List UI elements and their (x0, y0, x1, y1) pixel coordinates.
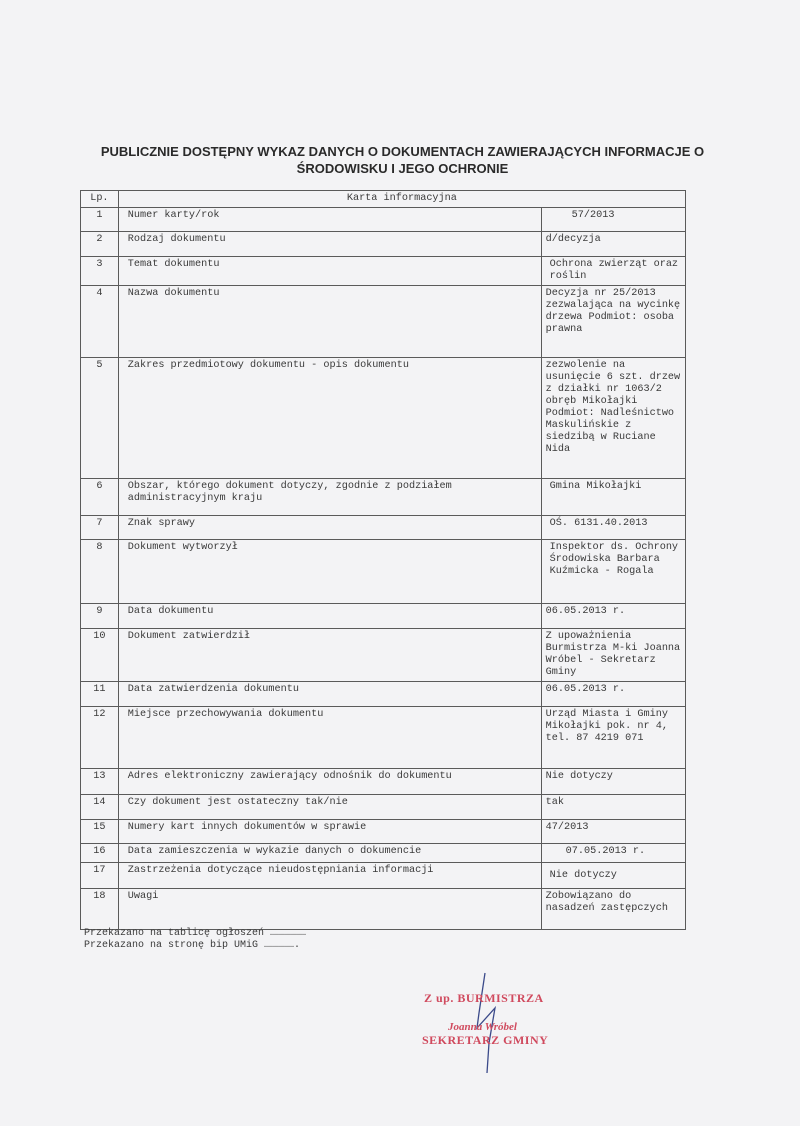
stamp-line-1: Z up. BURMISTRZA (424, 991, 544, 1005)
row-label: Dokument wytworzył (118, 540, 541, 604)
official-stamp (418, 988, 578, 1048)
notice-board-note: Przekazano na tablicę ogłoszeń ……………… (84, 928, 307, 939)
table-row (81, 682, 686, 707)
row-number: 12 (81, 707, 119, 769)
row-value: 47/2013 (541, 820, 685, 844)
row-value: Decyzja nr 25/2013 zezwalająca na wycinkę drzewa Podmiot: osoba prawna (541, 286, 685, 358)
table-row (81, 889, 686, 930)
row-value: 07.05.2013 r. (541, 844, 685, 863)
table-header-row (81, 191, 686, 208)
row-value: OŚ. 6131.40.2013 (541, 516, 685, 540)
stamp-line-2: Joanna Wróbel (448, 1021, 517, 1033)
row-number: 9 (81, 604, 119, 629)
row-value: Nie dotyczy (541, 863, 685, 889)
row-number: 1 (81, 208, 119, 232)
row-number: 8 (81, 540, 119, 604)
row-number: 17 (81, 863, 119, 889)
row-label: Obszar, którego dokument dotyczy, zgodnie z podziałem administracyjnym kraju (118, 479, 541, 516)
row-value: 06.05.2013 r. (541, 604, 685, 629)
row-label: Zakres przedmiotowy dokumentu - opis dokumentu (118, 358, 541, 479)
table-row (81, 769, 686, 795)
table-row (81, 540, 686, 604)
row-number: 4 (81, 286, 119, 358)
table-row (81, 629, 686, 682)
table-row (81, 604, 686, 629)
row-number: 10 (81, 629, 119, 682)
row-label: Zastrzeżenia dotyczące nieudostępniania informacji (118, 863, 541, 889)
row-label: Miejsce przechowywania dokumentu (118, 707, 541, 769)
transmission-notes (84, 928, 306, 952)
title-line-2: ŚRODOWISKU I JEGO OCHRONIE (296, 161, 509, 176)
table-row (81, 479, 686, 516)
row-label: Data zatwierdzenia dokumentu (118, 682, 541, 707)
row-number: 2 (81, 232, 119, 257)
table-row (81, 844, 686, 863)
row-value: Inspektor ds. Ochrony Środowiska Barbara Kuźmicka - Rogala (541, 540, 685, 604)
row-number: 3 (81, 257, 119, 286)
row-number: 16 (81, 844, 119, 863)
title-line-1: PUBLICZNIE DOSTĘPNY WYKAZ DANYCH O DOKUMENTACH ZAWIERAJĄCYCH INFORMACJE O (100, 144, 705, 159)
row-label: Numer karty/rok (118, 208, 541, 232)
table-row (81, 707, 686, 769)
row-value: zezwolenie na usunięcie 6 szt. drzew z działki nr 1063/2 obręb Mikołajki Podmiot: Nadleśnictwo Maskulińskie z siedzibą w Ruciane Nida (541, 358, 685, 479)
row-label: Rodzaj dokumentu (118, 232, 541, 257)
row-label: Data zamieszczenia w wykazie danych o dokumencie (118, 844, 541, 863)
row-value: Nie dotyczy (541, 769, 685, 795)
row-value: tak (541, 795, 685, 820)
table-row (81, 358, 686, 479)
row-number: 18 (81, 889, 119, 930)
row-label: Znak sprawy (118, 516, 541, 540)
row-number: 6 (81, 479, 119, 516)
row-label: Adres elektroniczny zawierający odnośnik do dokumentu (118, 769, 541, 795)
row-label: Nazwa dokumentu (118, 286, 541, 358)
row-value: Gmina Mikołajki (541, 479, 685, 516)
row-value: Zobowiązano do nasadzeń zastępczych (541, 889, 685, 930)
row-value: Urząd Miasta i Gminy Mikołajki pok. nr 4, tel. 87 4219 071 (541, 707, 685, 769)
row-label: Temat dokumentu (118, 257, 541, 286)
table-row (81, 257, 686, 286)
row-label: Czy dokument jest ostateczny tak/nie (118, 795, 541, 820)
table-row (81, 863, 686, 889)
table-row (81, 208, 686, 232)
stamp-line-3: SEKRETARZ GMINY (422, 1033, 549, 1047)
row-number: 13 (81, 769, 119, 795)
row-value: 06.05.2013 r. (541, 682, 685, 707)
row-value: Ochrona zwierząt oraz roślin (541, 257, 685, 286)
page-title (80, 143, 725, 177)
table-row (81, 516, 686, 540)
information-card-table (80, 190, 686, 930)
row-label: Uwagi (118, 889, 541, 930)
table-row (81, 795, 686, 820)
table-row (81, 820, 686, 844)
header-lp: Lp. (81, 191, 119, 208)
header-title: Karta informacyjna (118, 191, 685, 208)
row-label: Dokument zatwierdził (118, 629, 541, 682)
row-number: 7 (81, 516, 119, 540)
row-label: Numery kart innych dokumentów w sprawie (118, 820, 541, 844)
table-row (81, 286, 686, 358)
table-row (81, 232, 686, 257)
row-number: 15 (81, 820, 119, 844)
row-number: 14 (81, 795, 119, 820)
row-number: 11 (81, 682, 119, 707)
row-number: 5 (81, 358, 119, 479)
row-value: Z upoważnienia Burmistrza M-ki Joanna Wróbel - Sekretarz Gminy (541, 629, 685, 682)
row-value: d/decyzja (541, 232, 685, 257)
row-label: Data dokumentu (118, 604, 541, 629)
bip-page-note: Przekazano na stronę bip UMiG ……………. (84, 940, 301, 951)
row-value: 57/2013 (541, 208, 685, 232)
